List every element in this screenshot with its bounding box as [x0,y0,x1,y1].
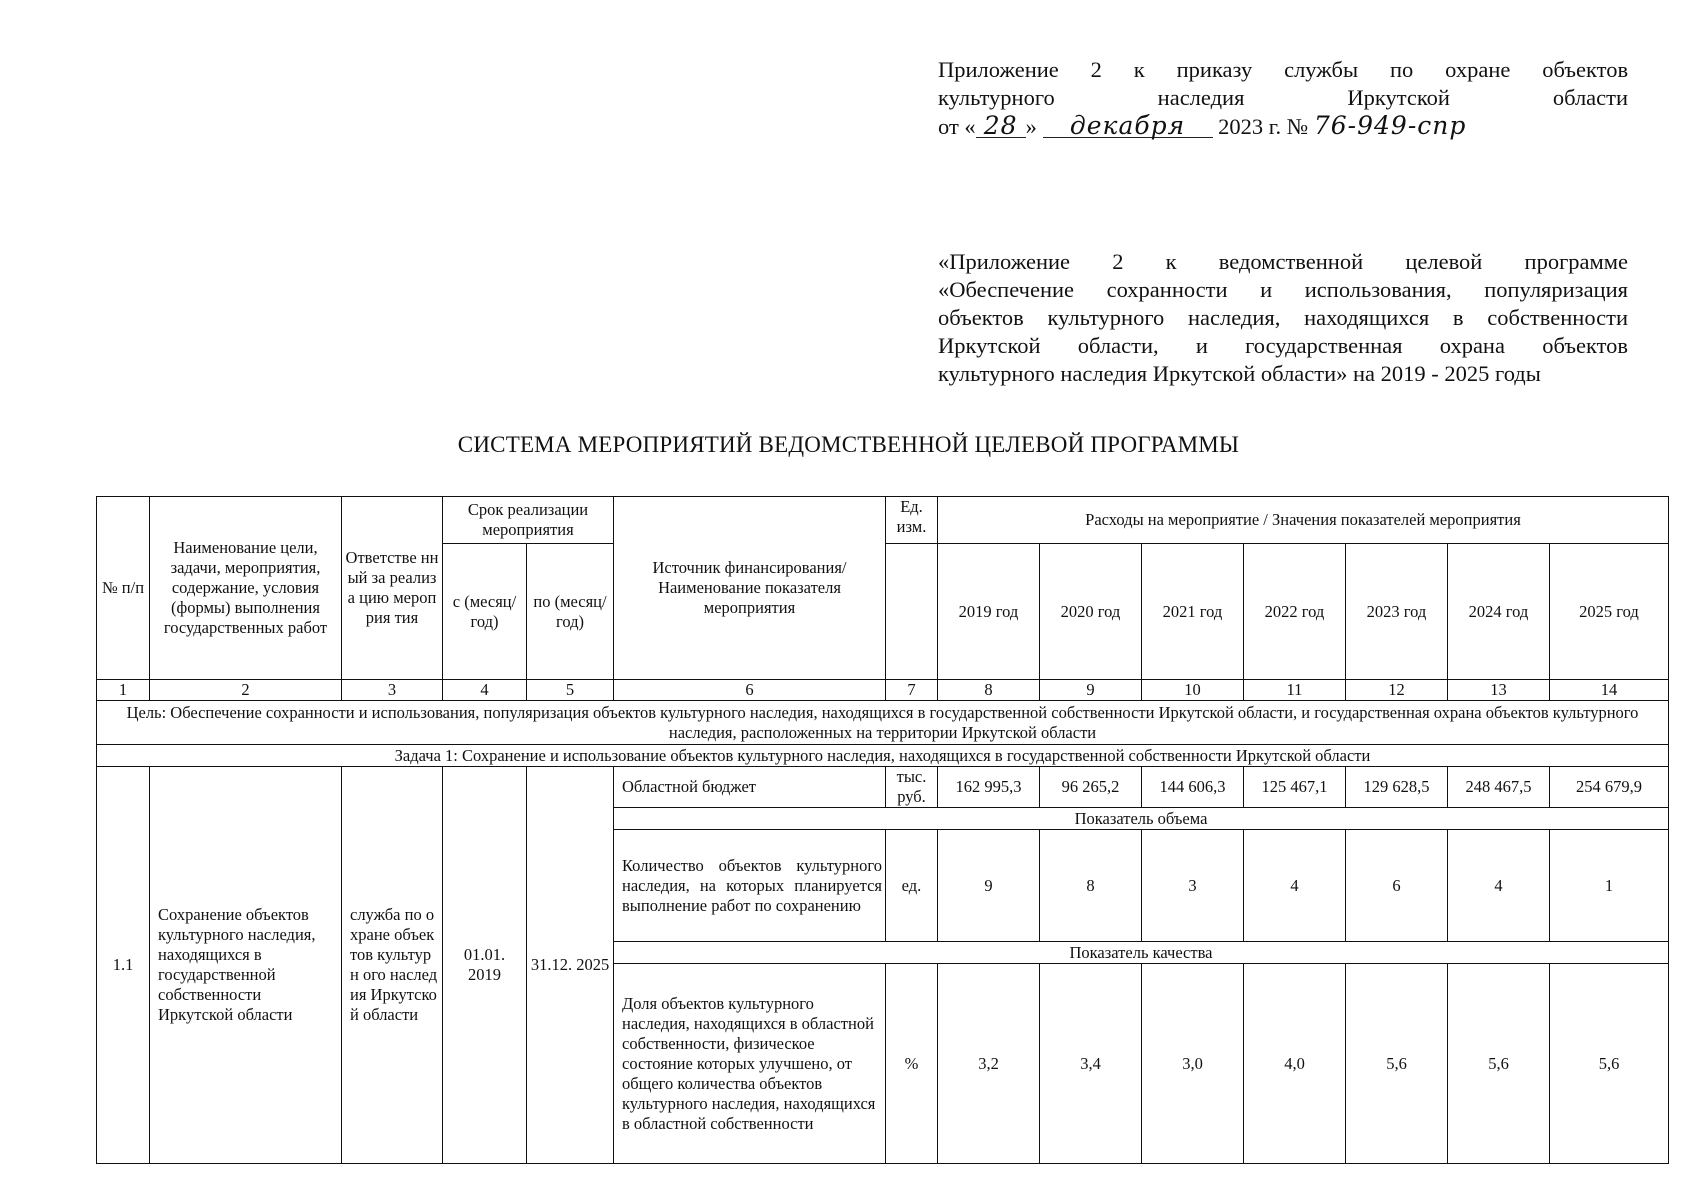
header-year: 2020 год [1040,544,1142,680]
appendix-line: «Обеспечение сохранности и использования, популяризация [938,277,1628,302]
header-expenses: Расходы на мероприятие / Значения показателей мероприятия [938,497,1669,544]
order-number: 76-949-спр [1313,111,1467,140]
header-num: № п/п [97,497,150,680]
volume-value: 6 [1346,830,1448,942]
col-number: 2 [150,680,342,701]
col-number: 5 [527,680,614,701]
col-number: 9 [1040,680,1142,701]
page-title: СИСТЕМА МЕРОПРИЯТИЙ ВЕДОМСТВЕННОЙ ЦЕЛЕВОЙ ПРОГРАММЫ [457,432,1240,457]
col-number: 10 [1142,680,1244,701]
budget-value: 96 265,2 [1040,767,1142,808]
order-reference [938,56,1628,141]
volume-indicator-label: Показатель объема [614,808,1669,830]
col-number: 3 [342,680,443,701]
appendix-line: «Приложение 2 к ведомственной целевой программе [938,249,1628,274]
goal-row: Цель: Обеспечение сохранности и использования, популяризация объектов культурного наследия, находящихся в государственной собственности Иркутской области, и государственная охрана объектов культурного наследия, расположенных на территории Иркутской области [97,701,1669,745]
date-quote: » [1025,114,1037,139]
header-year: 2022 год [1244,544,1346,680]
header-responsible: Ответстве нный за реализа цию мероприя тия [342,497,443,680]
col-number: 6 [614,680,886,701]
col-number: 7 [886,680,938,701]
appendix-line: культурного наследия Иркутской области» на 2019 - 2025 годы [938,361,1541,386]
header-word: Иркутской [1347,85,1450,110]
header-year: 2023 год [1346,544,1448,680]
volume-value: 3 [1142,830,1244,942]
volume-value: 4 [1244,830,1346,942]
col-number: 4 [443,680,527,701]
header-year: 2025 год [1550,544,1669,680]
header-word: объектов [1542,57,1629,82]
order-line-2 [938,84,1628,112]
volume-unit: ед. [886,830,938,942]
col-number: 8 [938,680,1040,701]
budget-value: 254 679,9 [1550,767,1669,808]
col-number: 14 [1550,680,1669,701]
volume-value: 9 [938,830,1040,942]
budget-value: 125 467,1 [1244,767,1346,808]
header-year: 2021 год [1142,544,1244,680]
header-unit-empty [886,544,938,680]
order-day: 28 [976,115,1026,138]
appendix-line: объектов культурного наследия, находящихся в собственности [938,305,1628,330]
measure-responsible: служба по охране объектов культурн ого наследия Иркутско й области [342,767,443,1164]
appendix-line: Иркутской области, и государственная охрана объектов [938,333,1628,358]
header-word: к [1133,57,1145,82]
measure-to: 31.12. 2025 [527,767,614,1164]
header-year: 2019 год [938,544,1040,680]
header-source: Источник финансирования/ Наименование показателя мероприятия [614,497,886,680]
col-number: 13 [1448,680,1550,701]
measure-from: 01.01. 2019 [443,767,527,1164]
budget-value: 248 467,5 [1448,767,1550,808]
order-month: декабря [1043,115,1213,138]
quality-value: 3,0 [1142,964,1244,1164]
quality-value: 5,6 [1550,964,1669,1164]
order-line-3 [938,112,1628,141]
budget-source: Областной бюджет [614,767,886,808]
header-word: Приложение [938,57,1059,82]
order-year: 2023 г. № [1218,114,1309,139]
header-word: 2 [1090,57,1102,82]
measure-name: Сохранение объектов культурного наследия, находящихся в государственной собственности Иркутской области [150,767,342,1164]
volume-value: 4 [1448,830,1550,942]
column-numbers-row [97,680,1669,701]
header-name: Наименование цели, задачи, мероприятия, содержание, условия (формы) выполнения государственных работ [150,497,342,680]
quality-unit: % [886,964,938,1164]
budget-value: 162 995,3 [938,767,1040,808]
budget-unit: тыс. руб. [886,767,938,808]
header-year: 2024 год [1448,544,1550,680]
task-row: Задача 1: Сохранение и использование объектов культурного наследия, находящихся в государственной собственности Иркутской области [97,745,1669,767]
row-number: 1.1 [97,767,150,1164]
header-unit: Ед. изм. [886,497,938,544]
date-prefix: от « [938,114,976,139]
col-number: 1 [97,680,150,701]
budget-value: 144 606,3 [1142,767,1244,808]
header-word: по [1389,57,1414,82]
budget-value: 129 628,5 [1346,767,1448,808]
quality-value: 5,6 [1346,964,1448,1164]
measures-table [96,496,1669,1164]
order-line-1 [938,56,1628,84]
header-word: охране [1445,57,1511,82]
header-word: наследия [1157,85,1245,110]
header-word: культурного [938,85,1055,110]
volume-value: 8 [1040,830,1142,942]
col-number: 11 [1244,680,1346,701]
header-term: Срок реализации мероприятия [443,497,614,544]
header-word: приказу [1176,57,1253,82]
header-to: по (месяц/ год) [527,544,614,680]
header-word: службы [1284,57,1359,82]
program-appendix [938,248,1628,388]
quality-value: 3,2 [938,964,1040,1164]
quality-value: 5,6 [1448,964,1550,1164]
quality-indicator-label: Показатель качества [614,942,1669,964]
quality-indicator-name: Доля объектов культурного наследия, находящихся в областной собственности, физическое состояние которых улучшено, от общего количества объектов культурного наследия, находящихся в областной собственности [614,964,886,1164]
volume-indicator-name: Количество объектов культурного наследия, на которых планируется выполнение работ по сохранению [614,830,886,942]
quality-value: 3,4 [1040,964,1142,1164]
header-from: с (месяц/ год) [443,544,527,680]
volume-value: 1 [1550,830,1669,942]
col-number: 12 [1346,680,1448,701]
quality-value: 4,0 [1244,964,1346,1164]
header-word: области [1552,85,1629,110]
